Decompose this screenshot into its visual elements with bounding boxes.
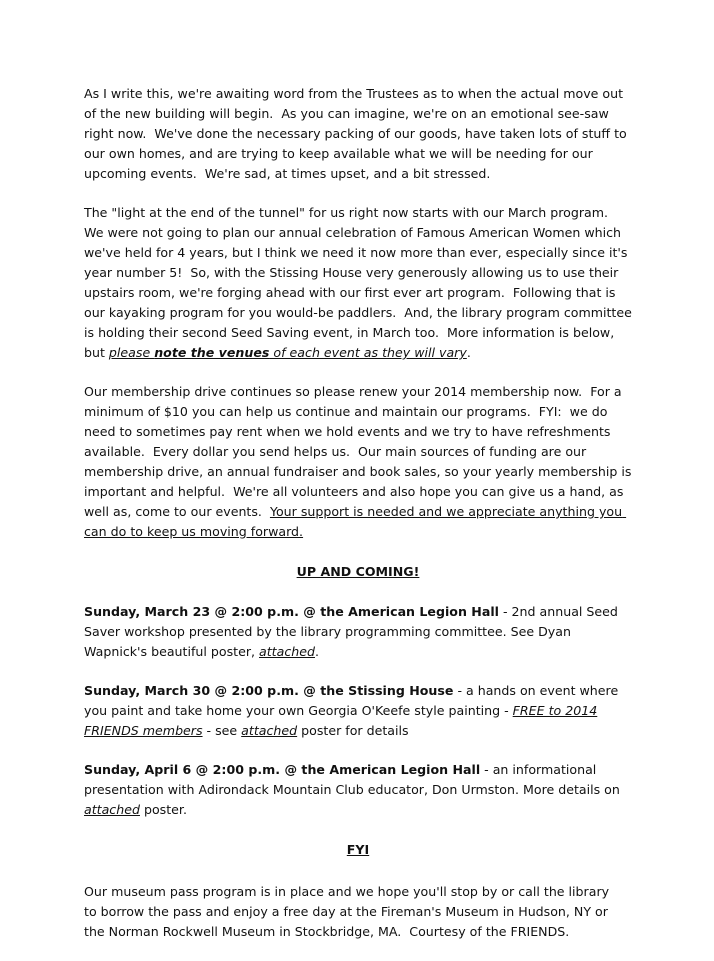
section-heading-fyi-wrap <box>84 839 632 860</box>
paragraph-march-program <box>84 203 636 363</box>
event-item-march-23 <box>84 602 632 662</box>
section-heading-up-and-coming: UP AND COMING! <box>296 564 420 579</box>
event-title: Sunday, April 6 @ 2:00 p.m. @ the American Legion Hall <box>84 762 481 777</box>
event-description-post: poster. <box>139 802 187 817</box>
paragraph-intro: As I write this, we're awaiting word from the Trustees as to when the actual move out of the new building will begin. As you can imagine, we're on an emotional see-saw right now. We've done the necessary packing of our goods, have taken lots of stuff to our own homes, and are trying to keep available what we will be needing for our upcoming events. We're sad, at times upset, and a bit stressed. <box>84 86 631 181</box>
section-heading-up-and-coming-wrap <box>84 561 632 582</box>
event-attachment-emphasis: attached <box>241 723 298 738</box>
paragraph-membership-drive <box>84 382 636 542</box>
paragraph-membership-text: Our membership drive continues so please renew your 2014 membership now. For a minimum of $10 you can help us continue and maintain our programs. FYI: we do need to sometimes pay rent when we hold events and we try to have refreshments available. Every dollar you send helps us. Our main sources of funding are our membership drive, an annual fundraiser and book sales, so your yearly membership is important and helpful. We're all volunteers and also hope you can give us a hand, as well as, come to our events. <box>84 384 636 519</box>
venues-emphasis-pre: please <box>108 345 155 360</box>
event-item-april-6 <box>84 760 632 820</box>
venues-emphasis-bold: note the venues <box>154 345 270 360</box>
section-heading-fyi: FYI <box>346 842 370 857</box>
paragraph-march-program-text: The "light at the end of the tunnel" for us right now starts with our March program. We were not going to plan our annual celebration of Famous American Women which we've held for 4 years, but I think we need it now more than ever, especially since it's year number 5! So, with the Stissing House very generously allowing us to use their upstairs room, we're forging ahead with our first ever art program. Following that is our kayaking program for you would-be paddlers. And, the library program committee is holding their second Seed Saving event, in March too. More information is below, but <box>84 205 636 360</box>
event-title: Sunday, March 23 @ 2:00 p.m. @ the American Legion Hall <box>84 604 499 619</box>
event-description-pre: - a hands on event where you paint and take home your own Georgia O'Keefe style painting - <box>84 683 619 718</box>
event-description-pre: - an informational presentation with Adirondack Mountain Club educator, Don Urmston. More details on <box>84 762 620 797</box>
museum-pass-line-2: to borrow the pass and enjoy a free day at the Fireman's Museum in Hudson, NY or the Norman Rockwell Museum in Stockbridge, MA. Courtesy of the FRIENDS. <box>84 904 612 939</box>
event-description-pre: - 2nd annual Seed Saver workshop presented by the library programming committee. See Dyan Wapnick's beautiful poster, <box>84 604 618 659</box>
venues-emphasis-tail: . <box>466 345 471 360</box>
event-free-members-emphasis: FREE to 2014 FRIENDS members <box>84 703 598 738</box>
venues-emphasis-post: of each event as they will vary <box>269 345 467 360</box>
event-description-post: . <box>314 644 319 659</box>
event-description-post: poster for details <box>297 723 409 738</box>
event-title: Sunday, March 30 @ 2:00 p.m. @ the Stissing House <box>84 683 454 698</box>
paragraph-museum-pass <box>84 882 632 942</box>
event-description-mid: - see <box>202 723 242 738</box>
event-attachment-emphasis: attached <box>84 802 140 817</box>
event-item-march-30 <box>84 681 632 741</box>
event-attachment-emphasis: attached <box>259 644 315 659</box>
document-body <box>84 84 636 961</box>
support-emphasis: Your support is needed and we appreciate anything you can do to keep us moving forward. <box>84 504 627 539</box>
museum-pass-line-1: Our museum pass program is in place and we hope you'll stop by or call the library <box>84 884 610 899</box>
